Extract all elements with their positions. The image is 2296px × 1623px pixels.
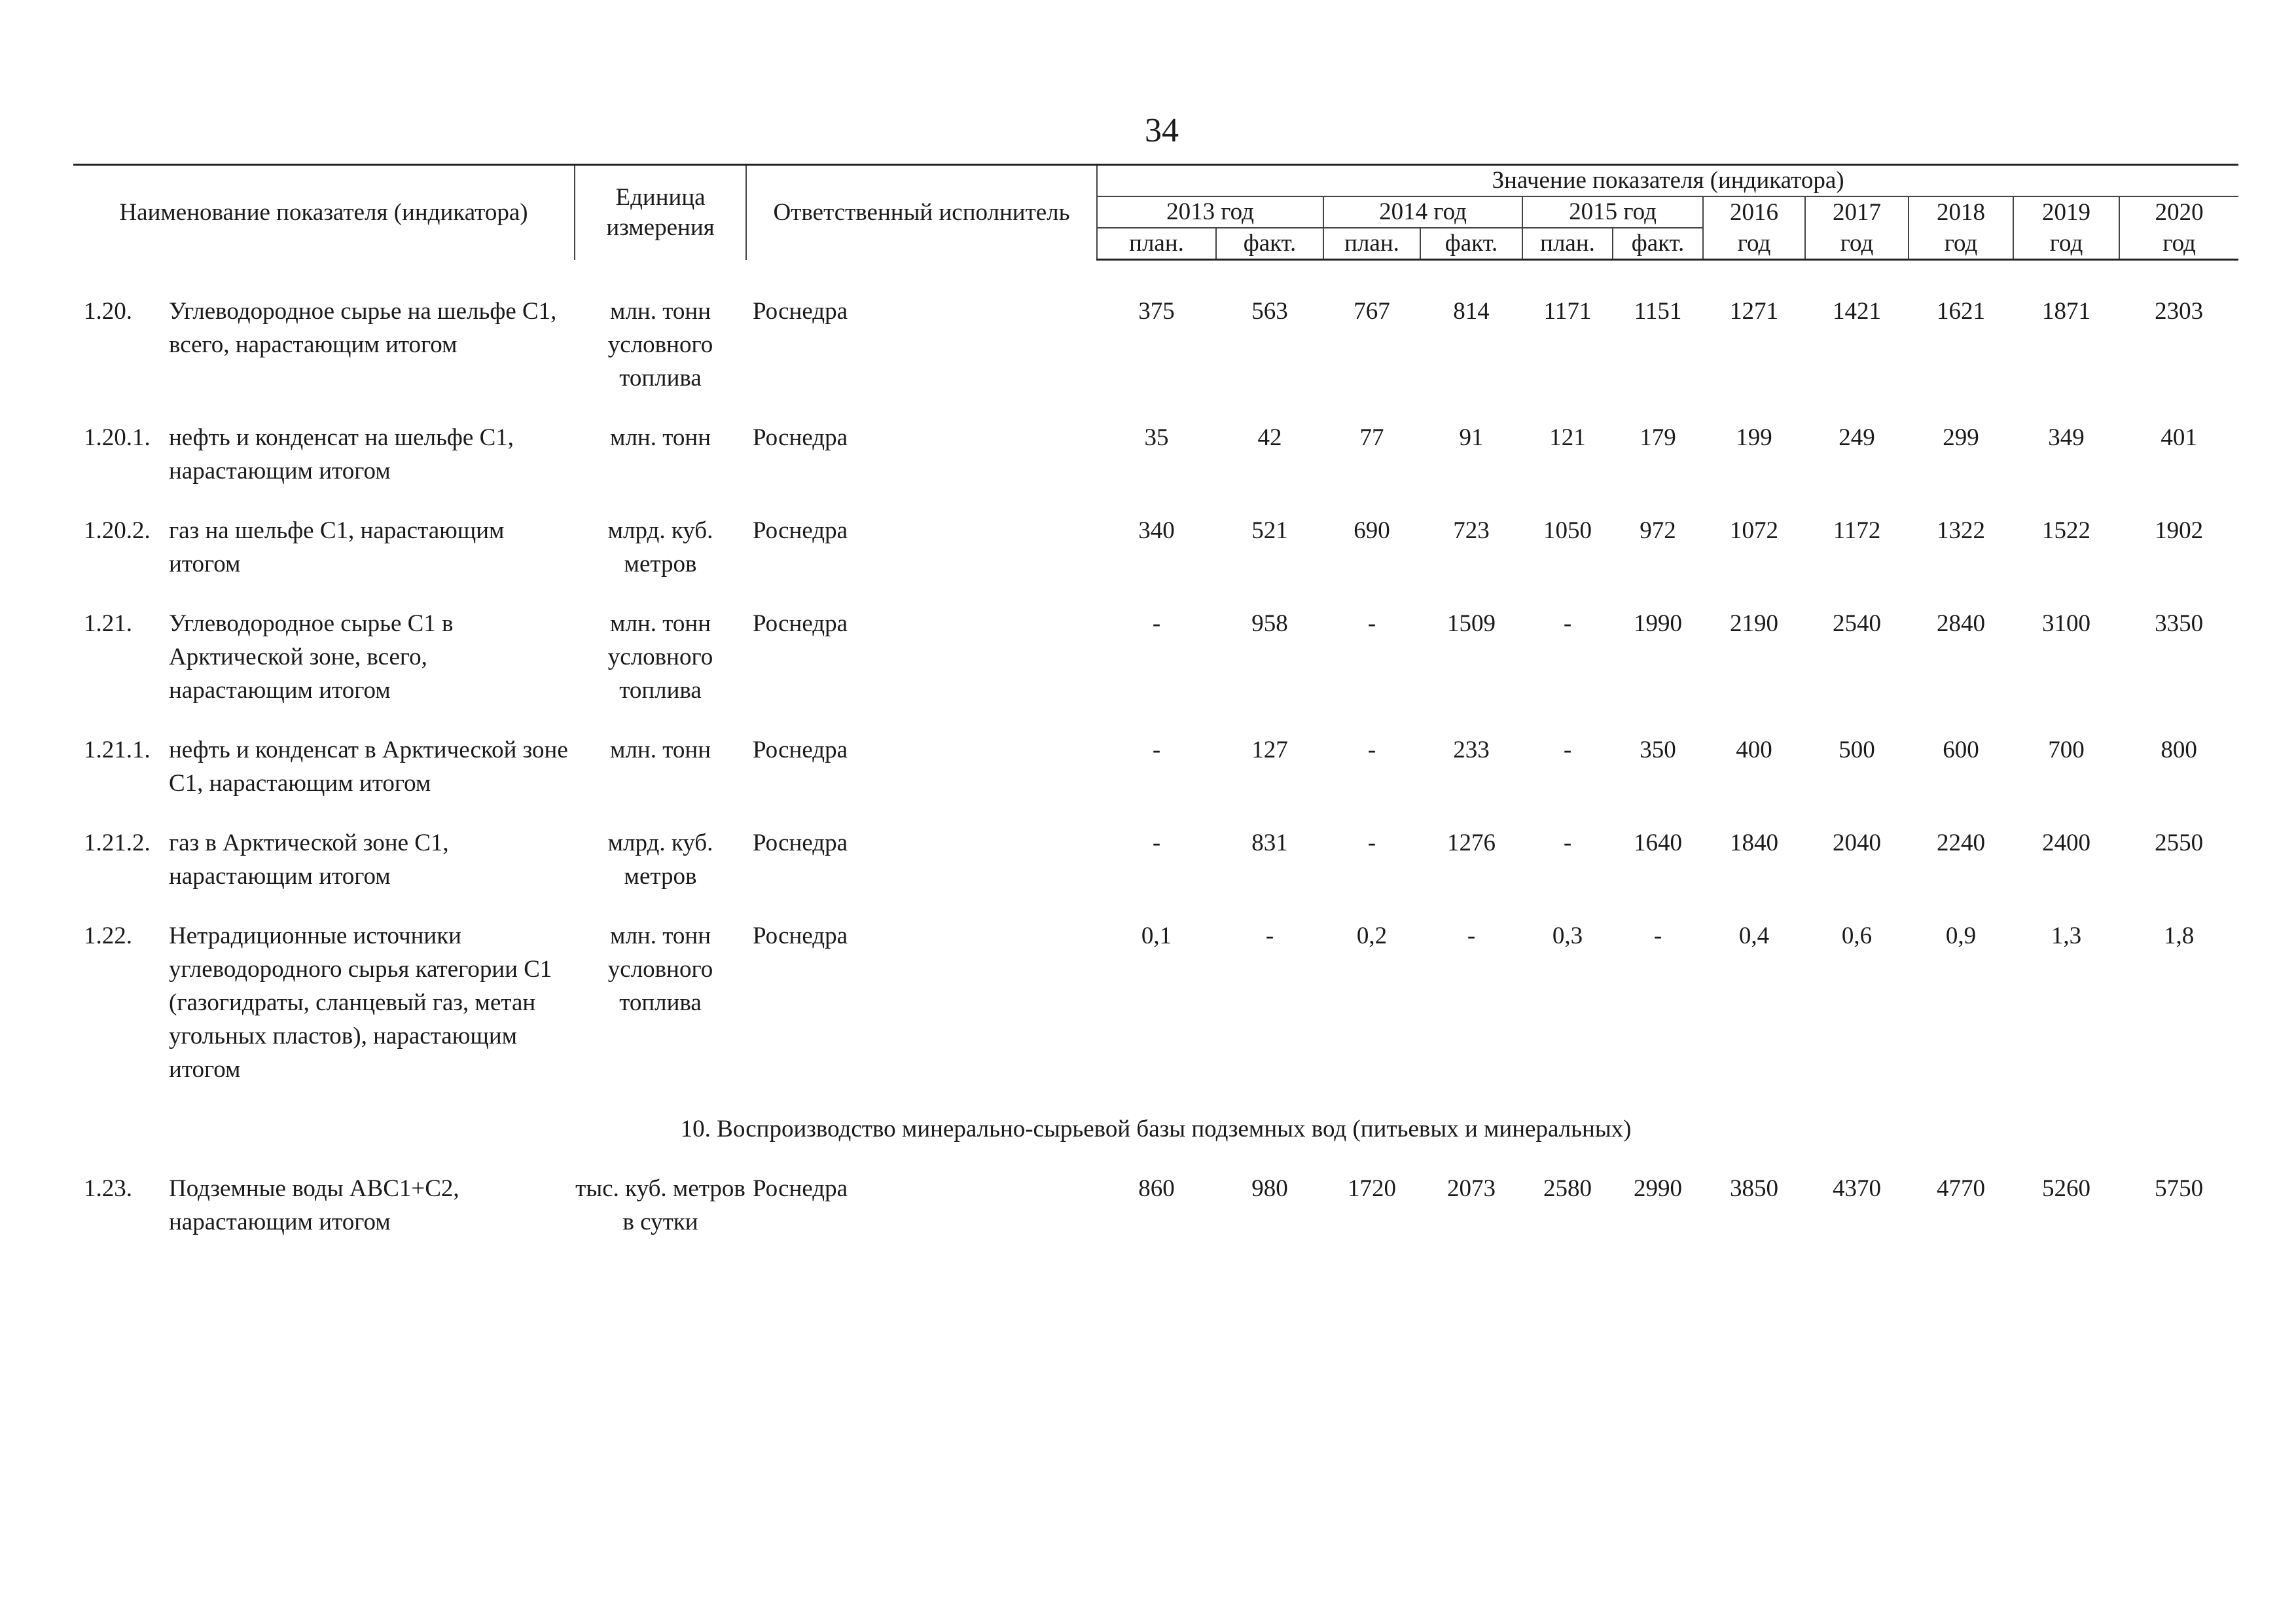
header-plan-2015: план. [1522, 228, 1613, 260]
row-value: 2303 [2155, 298, 2204, 325]
table-row [73, 607, 2238, 707]
row-number: 1.22. [84, 922, 132, 949]
row-value: - [1367, 737, 1376, 763]
row-value: - [1152, 737, 1161, 763]
row-name: Углеводородное сырье на шельфе С1, всего, нарастающим итогом [169, 298, 557, 358]
table-row [73, 421, 2238, 488]
row-value: 2990 [1634, 1175, 1683, 1202]
row-value: 767 [1354, 298, 1390, 325]
table-header [73, 165, 2238, 260]
row-value: 121 [1549, 424, 1586, 451]
row-value: 2240 [1937, 830, 1986, 856]
row-responsible: Роснедра [753, 737, 848, 763]
row-value: 340 [1138, 517, 1175, 544]
row-value: - [1367, 610, 1376, 637]
row-name: Углеводородное сырье С1 в Арктической зоне, всего, нарастающим итогом [169, 610, 454, 704]
row-value: 1990 [1634, 610, 1683, 637]
row-value: 972 [1640, 517, 1676, 544]
row-value: 35 [1144, 424, 1169, 451]
header-god-2018: год [1909, 228, 2013, 260]
row-value: 2840 [1937, 610, 1986, 637]
indicator-table [73, 164, 2238, 1265]
row-value: 233 [1453, 737, 1490, 763]
row-value: 860 [1138, 1175, 1175, 1202]
row-value: 1072 [1730, 517, 1779, 544]
row-value: 814 [1453, 298, 1490, 325]
row-name: Подземные воды АВС1+С2, нарастающим итогом [169, 1175, 459, 1235]
row-value: - [1563, 737, 1572, 763]
row-value: 401 [2161, 424, 2197, 451]
row-value: 500 [1839, 737, 1875, 763]
row-value: 1640 [1634, 830, 1683, 856]
table-body [73, 260, 2238, 1266]
section-title: 10. Воспроизводство минерально-сырьевой базы подземных вод (питьевых и минеральных) [680, 1116, 1632, 1142]
row-value: 179 [1640, 424, 1676, 451]
row-value: 1509 [1447, 610, 1496, 637]
header-responsible: Ответственный исполнитель [746, 165, 1097, 260]
row-unit: млрд. куб. метров [607, 830, 713, 890]
table-row [73, 919, 2238, 1086]
row-responsible: Роснедра [753, 424, 848, 451]
row-name: нефть и конденсат на шельфе С1, нарастающим итогом [169, 424, 514, 484]
row-value: - [1152, 830, 1161, 856]
row-value: 91 [1459, 424, 1484, 451]
row-value: 980 [1251, 1175, 1288, 1202]
header-year-2017: 2017 [1805, 196, 1909, 228]
row-unit: млн. тонн условного топлива [607, 298, 713, 392]
row-value: 0,9 [1945, 922, 1977, 949]
table-row [73, 826, 2238, 893]
row-value: 349 [2048, 424, 2085, 451]
row-unit: млн. тонн [610, 737, 711, 763]
row-number: 1.21.1. [84, 737, 151, 763]
row-value: 2073 [1447, 1175, 1496, 1202]
header-unit: Единица измерения [575, 165, 746, 260]
row-value: 2040 [1833, 830, 1882, 856]
row-value: 2550 [2155, 830, 2204, 856]
row-value: 521 [1251, 517, 1288, 544]
row-value: 199 [1736, 424, 1772, 451]
row-value: 1522 [2042, 517, 2091, 544]
row-responsible: Роснедра [753, 298, 848, 325]
header-god-2020: год [2119, 228, 2238, 260]
row-value: 958 [1251, 610, 1288, 637]
row-value: 2580 [1543, 1175, 1592, 1202]
header-value-group: Значение показателя (индикатора) [1097, 165, 2238, 197]
row-value: 0,1 [1141, 922, 1172, 949]
header-fact-2014: факт. [1420, 228, 1522, 260]
row-unit: млн. тонн условного топлива [607, 922, 713, 1016]
row-number: 1.23. [84, 1175, 132, 1202]
row-value: 1271 [1730, 298, 1779, 325]
row-unit: млн. тонн условного топлива [607, 610, 713, 704]
header-year-2015: 2015 год [1522, 196, 1703, 228]
indicator-table-container [73, 164, 2238, 1265]
row-value: 3850 [1730, 1175, 1779, 1202]
header-year-2020: 2020 [2119, 196, 2238, 228]
row-value: - [1653, 922, 1662, 949]
row-value: - [1265, 922, 1274, 949]
row-value: 299 [1943, 424, 1979, 451]
row-value: 5260 [2042, 1175, 2091, 1202]
row-responsible: Роснедра [753, 1175, 848, 1202]
row-value: 5750 [2155, 1175, 2204, 1202]
row-responsible: Роснедра [753, 517, 848, 544]
row-value: 1871 [2042, 298, 2091, 325]
row-value: - [1152, 610, 1161, 637]
header-year-2016: 2016 [1703, 196, 1805, 228]
row-value: 3100 [2042, 610, 2091, 637]
row-value: 0,3 [1552, 922, 1583, 949]
row-value: 1050 [1543, 517, 1592, 544]
row-value: - [1563, 610, 1572, 637]
row-responsible: Роснедра [753, 610, 848, 637]
header-plan-2014: план. [1323, 228, 1420, 260]
row-value: 4370 [1833, 1175, 1882, 1202]
row-value: 1276 [1447, 830, 1496, 856]
header-year-2014: 2014 год [1323, 196, 1522, 228]
row-number: 1.21.2. [84, 830, 151, 856]
row-value: 77 [1359, 424, 1384, 451]
table-row [73, 295, 2238, 395]
header-god-2016: год [1703, 228, 1805, 260]
header-year-2013: 2013 год [1097, 196, 1323, 228]
row-value: 400 [1736, 737, 1772, 763]
row-value: 1172 [1833, 517, 1881, 544]
row-name: нефть и конденсат в Арктической зоне С1, нарастающим итогом [169, 737, 568, 797]
header-fact-2015: факт. [1613, 228, 1703, 260]
header-year-2018: 2018 [1909, 196, 2013, 228]
row-value: 0,6 [1841, 922, 1873, 949]
row-name: Нетрадиционные источники углеводородного сырья категории С1 (газогидраты, сланцевый газ, метан угольных пластов), нарастающим итогом [169, 922, 552, 1083]
row-value: 1322 [1937, 517, 1986, 544]
row-unit: млрд. куб. метров [607, 517, 713, 577]
header-god-2017: год [1805, 228, 1909, 260]
row-number: 1.20.1. [84, 424, 151, 451]
header-year-2019: 2019 [2013, 196, 2119, 228]
page-number: 34 [1145, 112, 1179, 149]
row-value: 1720 [1348, 1175, 1397, 1202]
row-value: 600 [1943, 737, 1979, 763]
row-number: 1.20. [84, 298, 132, 325]
row-name: газ в Арктической зоне С1, нарастающим итогом [169, 830, 449, 890]
row-value: 700 [2048, 737, 2085, 763]
row-responsible: Роснедра [753, 922, 848, 949]
row-value: 2190 [1730, 610, 1779, 637]
row-value: 0,4 [1738, 922, 1770, 949]
header-plan-2013: план. [1097, 228, 1216, 260]
row-value: - [1367, 830, 1376, 856]
row-value: 42 [1257, 424, 1282, 451]
row-number: 1.21. [84, 610, 132, 637]
row-value: 563 [1251, 298, 1288, 325]
row-value: 1840 [1730, 830, 1779, 856]
header-god-2019: год [2013, 228, 2119, 260]
row-value: 375 [1138, 298, 1175, 325]
header-fact-2013: факт. [1216, 228, 1323, 260]
row-unit: тыс. куб. метров в сутки [575, 1175, 745, 1235]
table-row [73, 733, 2238, 800]
row-value: 3350 [2155, 610, 2204, 637]
row-value: 2540 [1833, 610, 1882, 637]
table-row [73, 1172, 2238, 1239]
header-name: Наименование показателя (индикатора) [73, 165, 575, 260]
row-value: 723 [1453, 517, 1490, 544]
row-value: 2400 [2042, 830, 2091, 856]
row-value: 831 [1251, 830, 1288, 856]
row-value: 1171 [1543, 298, 1592, 325]
row-value: 1,8 [2163, 922, 2195, 949]
row-value: 4770 [1937, 1175, 1986, 1202]
row-value: - [1563, 830, 1572, 856]
table-row [73, 514, 2238, 581]
row-unit: млн. тонн [610, 424, 711, 451]
row-value: 249 [1839, 424, 1875, 451]
row-value: 1621 [1937, 298, 1986, 325]
row-value: 1421 [1833, 298, 1882, 325]
row-value: 1,3 [2051, 922, 2082, 949]
row-value: 0,2 [1356, 922, 1388, 949]
row-responsible: Роснедра [753, 830, 848, 856]
row-value: 690 [1354, 517, 1390, 544]
row-value: 1902 [2155, 517, 2204, 544]
row-value: 1151 [1634, 298, 1682, 325]
row-value: 350 [1640, 737, 1676, 763]
row-number: 1.20.2. [84, 517, 151, 544]
row-name: газ на шельфе С1, нарастающим итогом [169, 517, 505, 577]
row-value: - [1467, 922, 1476, 949]
row-value: 127 [1251, 737, 1288, 763]
row-value: 800 [2161, 737, 2197, 763]
